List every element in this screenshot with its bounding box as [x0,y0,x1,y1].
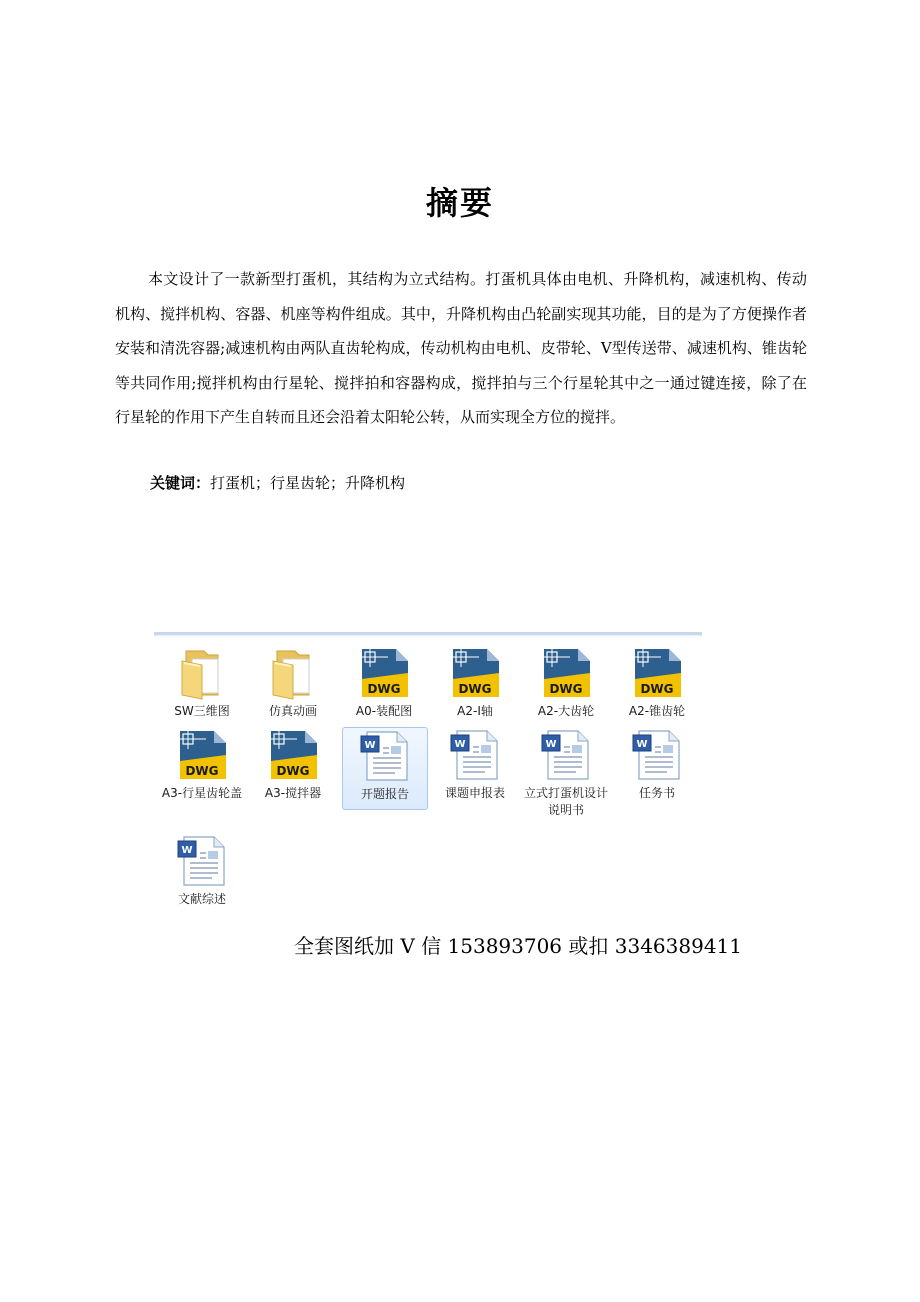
file-item-label: A3-行星齿轮盖 [161,786,243,800]
file-item[interactable] [524,727,608,819]
keywords-value: 打蛋机；行星齿轮；升降机构 [210,474,406,492]
file-item-label: A2-锥齿轮 [628,704,686,718]
file-item[interactable] [160,727,244,802]
dwg-file-icon [342,645,426,701]
file-item[interactable] [342,727,428,810]
abstract-paragraph: 本文设计了一款新型打蛋机，其结构为立式结构。打蛋机具体由电机、升降机构，减速机构、传动机构、搅拌机构、容器、机座等构件组成。其中，升降机构由凸轮副实现其功能，目的是为了方便操作者安装和清洗容器;减速机构由两队直齿轮构成，传动机构由电机、皮带轮、V型传送带、减速机构、锥齿轮等共同作用;搅拌机构由行星轮、搅拌拍和容器构成，搅拌拍与三个行星轮其中之一通过键连接，除了在行星轮的作用下产生自转而且还会沿着太阳轮公转，从而实现全方位的搅拌。 [115,270,807,426]
keywords-label: 关键词： [150,474,211,492]
svg-text:W: W [364,740,376,751]
file-item[interactable] [615,645,699,720]
word-doc-icon [615,727,699,783]
file-item[interactable] [160,833,244,908]
file-item-label: 任务书 [638,786,675,800]
word-doc-icon [524,727,608,783]
file-item[interactable] [615,727,699,802]
file-item[interactable] [160,645,244,720]
dwg-file-icon [524,645,608,701]
svg-text:DWG: DWG [458,682,492,696]
svg-text:DWG: DWG [185,764,219,778]
file-item[interactable] [524,645,608,720]
dwg-file-icon [251,727,335,783]
page-title: 摘要 [425,184,494,222]
folder-icon [160,645,244,701]
file-item-label: 开题报告 [360,787,409,801]
file-item[interactable] [433,727,517,802]
svg-text:W: W [636,739,648,750]
folder-icon [251,645,335,701]
word-doc-icon [433,727,517,783]
dwg-file-icon [433,645,517,701]
svg-text:W: W [545,739,557,750]
svg-text:DWG: DWG [367,682,401,696]
file-item-label: 课题申报表 [444,786,505,800]
file-item-label: A0-装配图 [355,704,413,718]
file-item[interactable] [251,645,335,720]
svg-text:W: W [181,845,193,856]
file-item-label: 文献综述 [177,892,226,906]
contact-line: 全套图纸加 V 信 153893706 或扣 3346389411 [294,934,742,958]
file-item-label: SW三维图 [174,704,230,718]
svg-text:W: W [454,739,466,750]
dwg-file-icon [160,727,244,783]
file-item[interactable] [433,645,517,720]
file-item-label: A3-搅拌器 [264,786,322,800]
file-item[interactable] [251,727,335,802]
svg-text:DWG: DWG [276,764,310,778]
word-doc-icon [160,833,244,889]
file-item-label: 立式打蛋机设计说明书 [524,786,609,817]
svg-text:DWG: DWG [640,682,674,696]
file-item[interactable] [342,645,426,720]
file-item-label: A2-大齿轮 [537,704,595,718]
keywords-line [150,470,405,496]
svg-text:DWG: DWG [549,682,583,696]
file-explorer-view [154,632,702,921]
word-doc-icon [343,728,427,784]
dwg-file-icon [615,645,699,701]
file-item-label: 仿真动画 [268,704,317,718]
file-item-label: A2-I轴 [457,704,493,718]
